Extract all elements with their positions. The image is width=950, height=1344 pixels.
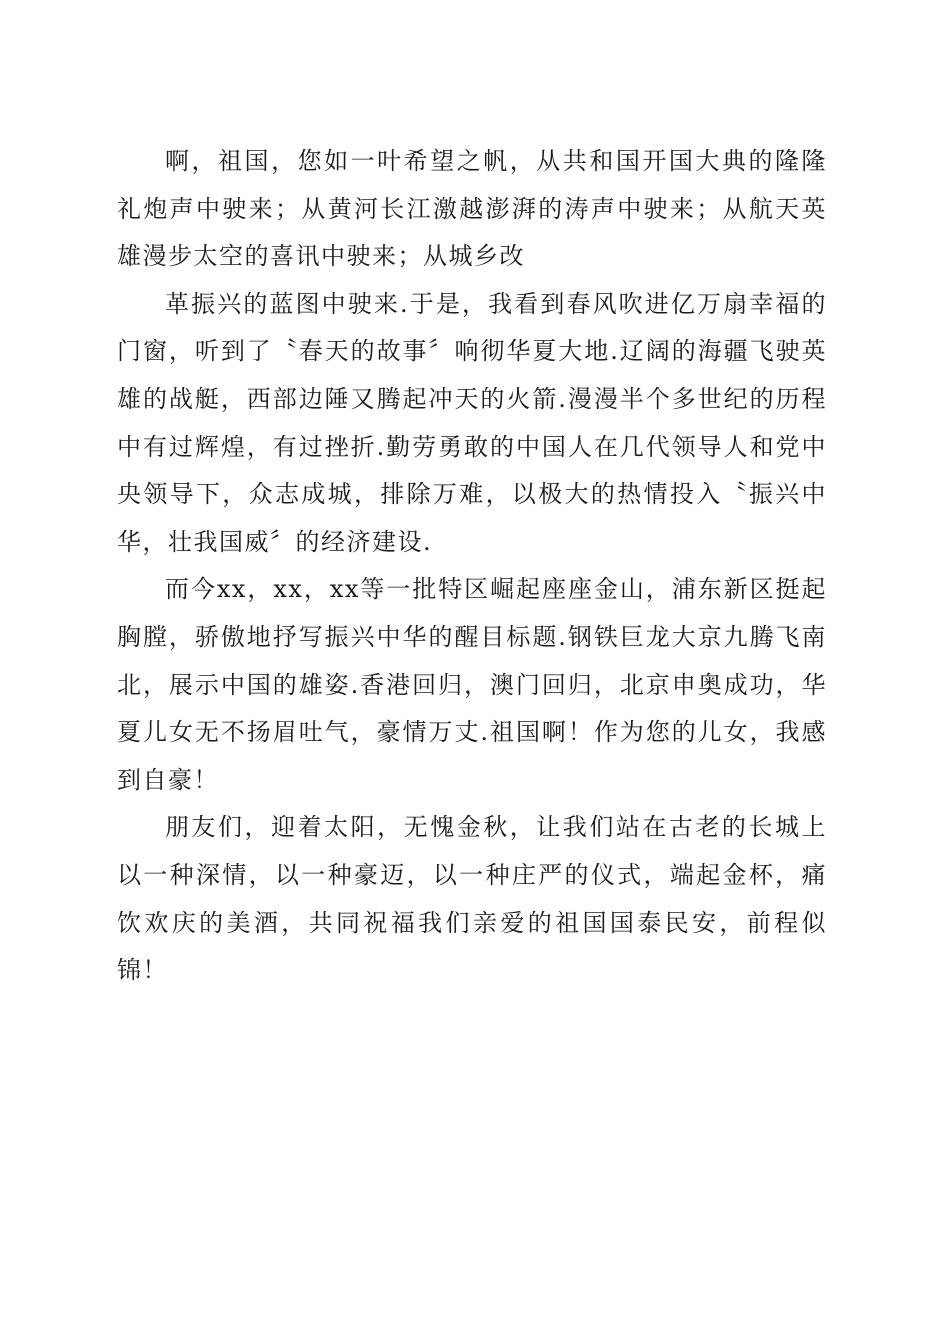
paragraph-4: 朋友们，迎着太阳，无愧金秋，让我们站在古老的长城上以一种深情，以一种豪迈，以一种庄严的仪式，端起金杯，痛饮欢庆的美酒，共同祝福我们亲爱的祖国国泰民安，前程似锦！ xyxy=(117,813,827,985)
paragraph-3: 而今xx，xx，xx等一批特区崛起座座金山，浦东新区挺起胸膛，骄傲地抒写振兴中华的醒目标题.钢铁巨龙大京九腾飞南北，展示中国的雄姿.香港回归，澳门回归，北京申奥成功，华夏儿女无不扬眉吐气，豪情万丈.祖国啊！作为您的儿女，我感到自豪！ xyxy=(117,575,827,794)
paragraph-2: 革振兴的蓝图中驶来.于是，我看到春风吹进亿万扇幸福的门窗，听到了〝春天的故事〞响彻华夏大地.辽阔的海疆飞驶英雄的战艇，西部边陲又腾起冲天的火箭.漫漫半个多世纪的历程中有过辉煌，有过挫折.勤劳勇敢的中国人在几代领导人和党中央领导下，众志成城，排除万难，以极大的热情投入〝振兴中华，壮我国威〞的经济建设. xyxy=(117,289,827,556)
paragraph-1: 啊，祖国，您如一叶希望之帆，从共和国开国大典的隆隆礼炮声中驶来；从黄河长江激越澎湃的涛声中驶来；从航天英雄漫步太空的喜讯中驶来；从城乡改 xyxy=(117,147,827,271)
document-body xyxy=(117,138,827,995)
